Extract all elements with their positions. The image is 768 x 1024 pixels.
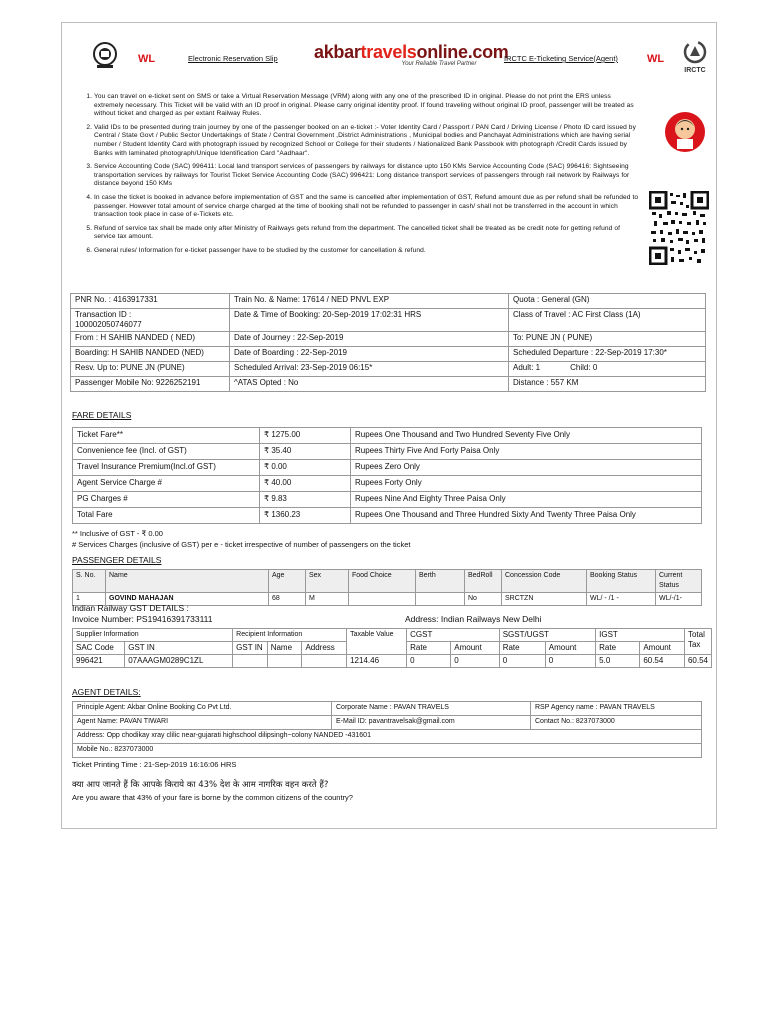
railway-emblem-icon	[92, 41, 118, 71]
from-station: From : H SAHIB NANDED ( NED)	[71, 332, 230, 347]
passenger-mobile: Passenger Mobile No: 9226252191	[71, 377, 230, 392]
invoice-number: Invoice Number: PS19416391733111	[72, 614, 213, 624]
reservation-upto: Resv. Up to: PUNE JN (PUNE)	[71, 362, 230, 377]
akbartravels-logo: akbartravelsonline.com Your Reliable Travel Partner	[314, 42, 509, 67]
agent-address: Address: Opp chodikay xray clilic near-gujarati highschool dilipsingh~colony NANDED -431601	[73, 730, 702, 744]
train-number-name: Train No. & Name: 17614 / NED PNVL EXP	[230, 294, 509, 309]
agent-details-table	[72, 701, 702, 758]
gst-table: Supplier Information Recipient Information Taxable Value CGST SGST/UGST IGST Total Tax SAC Code GST IN GST IN Name Address Rate Amount Rate Amount Rate Amount 996421 07AAAGM0289C1ZL 1214.46 0 0 0 0 5.0 60.54 60.54	[72, 628, 712, 668]
gst-address: Address: Indian Railways New Delhi	[405, 614, 542, 624]
agent-contact: Contact No.: 8237073000	[531, 716, 702, 730]
gst-values-row: 996421 07AAAGM0289C1ZL 1214.46 0 0 0 0 5.0 60.54 60.54	[73, 655, 712, 668]
agent-name: Agent Name: PAVAN TIWARI	[73, 716, 332, 730]
pnr-number: PNR No. : 4163917331	[71, 294, 230, 309]
journey-details-table	[70, 293, 706, 392]
irctc-logo: IRCTC	[680, 39, 710, 74]
wl-marker-right: WL	[647, 53, 665, 65]
passenger-details-title: PASSENGER DETAILS	[72, 555, 162, 565]
rule-item: 2. Valid IDs to be presented during train journey by one of the passenger booked on an e-ticket :- Voter Identity Card / Passport / PAN Card / Driving License / Photo ID card issued by Central / State Govt / Public Sector Undertakings of State / Central Government ,District Administrations , Municipal bodies and Panchayat Administrations which are having serial number / Student Identity Card with photograph issued by recognized School or College for their students / Nationalized Bank Passbook with photograph /Credit Cards issued by Banks with laminated photograph/Unique Identification Card "Aadhaar".	[94, 124, 640, 158]
wl-marker-left: WL	[138, 53, 156, 65]
atas-opted: ^ATAS Opted : No	[230, 377, 509, 392]
rule-item: 6. General rules/ Information for e-ticket passenger have to be studied by the customer for cancellation & refund.	[94, 247, 640, 256]
rule-item: 5. Refund of service tax shall be made only after Ministry of Railways gets refund from the department. The cancelled ticket shall be treated as be credit note for getting refund of service tax amount.	[94, 225, 640, 242]
gst-title: Indian Railway GST DETAILS :	[72, 603, 189, 613]
rule-item: 3. Service Accounting Code (SAC) 996411: Local land transport services of passengers by railways for distance upto 150 KMs Service Accounting Code (SAC) 996416: Sightseeing transportation services by railways for Tourist Ticket Service Accounting Code (SAC) 996421: Long distance transport services of passengers through rail network by Railways for distance beyond 150 KMs	[94, 163, 640, 189]
gst-details-heading	[72, 603, 213, 625]
qr-code-icon	[649, 191, 709, 265]
class-of-travel: Class of Travel : AC First Class (1A)	[509, 309, 706, 332]
corporate-name: Corporate Name : PAVAN TRAVELS	[332, 702, 531, 716]
rule-item: 4. In case the ticket is booked in advance before implementation of GST and the same is cancelled after implementation of GST, Refund amount due as per refund shall be refunded to passenger. However total amount of service charge charged at the time of booking shall not be refunded to passenger in cash/ shall not be transferred in the account in which transaction took place in case of e-Tickets etc.	[94, 194, 640, 220]
fare-row: Travel Insurance Premium(Incl.of GST) ₹ 0.00 Rupees Zero Only	[73, 460, 702, 476]
service-charge-note: # Services Charges (inclusive of GST) per e - ticket irrespective of number of passengers on the ticket	[72, 540, 411, 549]
ers-label: Electronic Reservation Slip	[188, 54, 278, 63]
to-station: To: PUNE JN ( PUNE)	[509, 332, 706, 347]
fare-row: Agent Service Charge # ₹ 40.00 Rupees Forty Only	[73, 476, 702, 492]
fare-details-table	[72, 427, 702, 524]
scheduled-departure: Scheduled Departure : 22-Sep-2019 17:30*	[509, 347, 706, 362]
fare-details-title: FARE DETAILS	[72, 410, 132, 420]
scheduled-arrival: Scheduled Arrival: 23-Sep-2019 06:15*	[230, 362, 509, 377]
quota: Quota : General (GN)	[509, 294, 706, 309]
ticket-page	[61, 22, 717, 829]
mascot-icon	[664, 109, 706, 155]
passenger-row: 1 GOVIND MAHAJAN 68 M No SRCTZN WL/ - /1 - WL/-/1-	[73, 593, 702, 606]
fare-row-total: Total Fare ₹ 1360.23 Rupees One Thousand and Three Hundred Sixty And Twenty Three Paisa Only	[73, 508, 702, 524]
passenger-table	[72, 569, 702, 606]
date-of-journey: Date of Journey : 22-Sep-2019	[230, 332, 509, 347]
rule-item: 1. You can travel on e-ticket sent on SMS or take a Virtual Reservation Message (VRM) along with any one of the prescribed ID in original. Please do not print the ERS unless extremely necessary. This Ticket will be valid with an ID proof in original. Please carry original identity proof. If found traveling without original ID proof, passenger will be treated as without ticket and charged as per extant Railway Rules.	[94, 93, 640, 119]
booking-datetime: Date & Time of Booking: 20-Sep-2019 17:02:31 HRS	[230, 309, 509, 332]
passenger-table-header: S. No. Name Age Sex Food Choice Berth BedRoll Concession Code Booking Status Current Status	[73, 570, 702, 593]
date-of-boarding: Date of Boarding : 22-Sep-2019	[230, 347, 509, 362]
gst-inclusive-note: ** Inclusive of GST - ₹ 0.00	[72, 529, 163, 538]
fare-subsidy-english: Are you aware that 43% of your fare is borne by the common citizens of the country?	[72, 793, 353, 802]
agent-details-title: AGENT DETAILS:	[72, 687, 141, 697]
ticket-printing-time: Ticket Printing Time : 21-Sep-2019 16:16:06 HRS	[72, 760, 237, 769]
rules-list	[80, 93, 640, 261]
logo-tagline: Your Reliable Travel Partner	[401, 61, 477, 67]
agent-mobile: Mobile No.: 8237073000	[73, 744, 702, 758]
transaction-id: Transaction ID : 100002050746077	[71, 309, 230, 332]
fare-row: Ticket Fare** ₹ 1275.00 Rupees One Thousand and Two Hundred Seventy Five Only	[73, 428, 702, 444]
rsp-agency-name: RSP Agency name : PAVAN TRAVELS	[531, 702, 702, 716]
irctc-service-label: IRCTC E-Ticketing Service(Agent)	[504, 54, 618, 63]
passenger-count: Adult: 1 Child: 0	[509, 362, 706, 377]
fare-subsidy-hindi: क्या आप जानते हैं कि आपके किराये का 43% देश के आम नागरिक वहन करते हैं?	[72, 780, 329, 790]
fare-row: Convenience fee (Incl. of GST) ₹ 35.40 Rupees Thirty Five And Forty Paisa Only	[73, 444, 702, 460]
boarding-station: Boarding: H SAHIB NANDED (NED)	[71, 347, 230, 362]
principal-agent: Principle Agent: Akbar Online Booking Co Pvt Ltd.	[73, 702, 332, 716]
distance: Distance : 557 KM	[509, 377, 706, 392]
ticket-header	[62, 37, 716, 87]
fare-row: PG Charges # ₹ 9.83 Rupees Nine And Eighty Three Paisa Only	[73, 492, 702, 508]
irctc-logo-icon	[682, 39, 708, 65]
agent-email: E-Mail ID: pavantravelsak@gmail.com	[332, 716, 531, 730]
